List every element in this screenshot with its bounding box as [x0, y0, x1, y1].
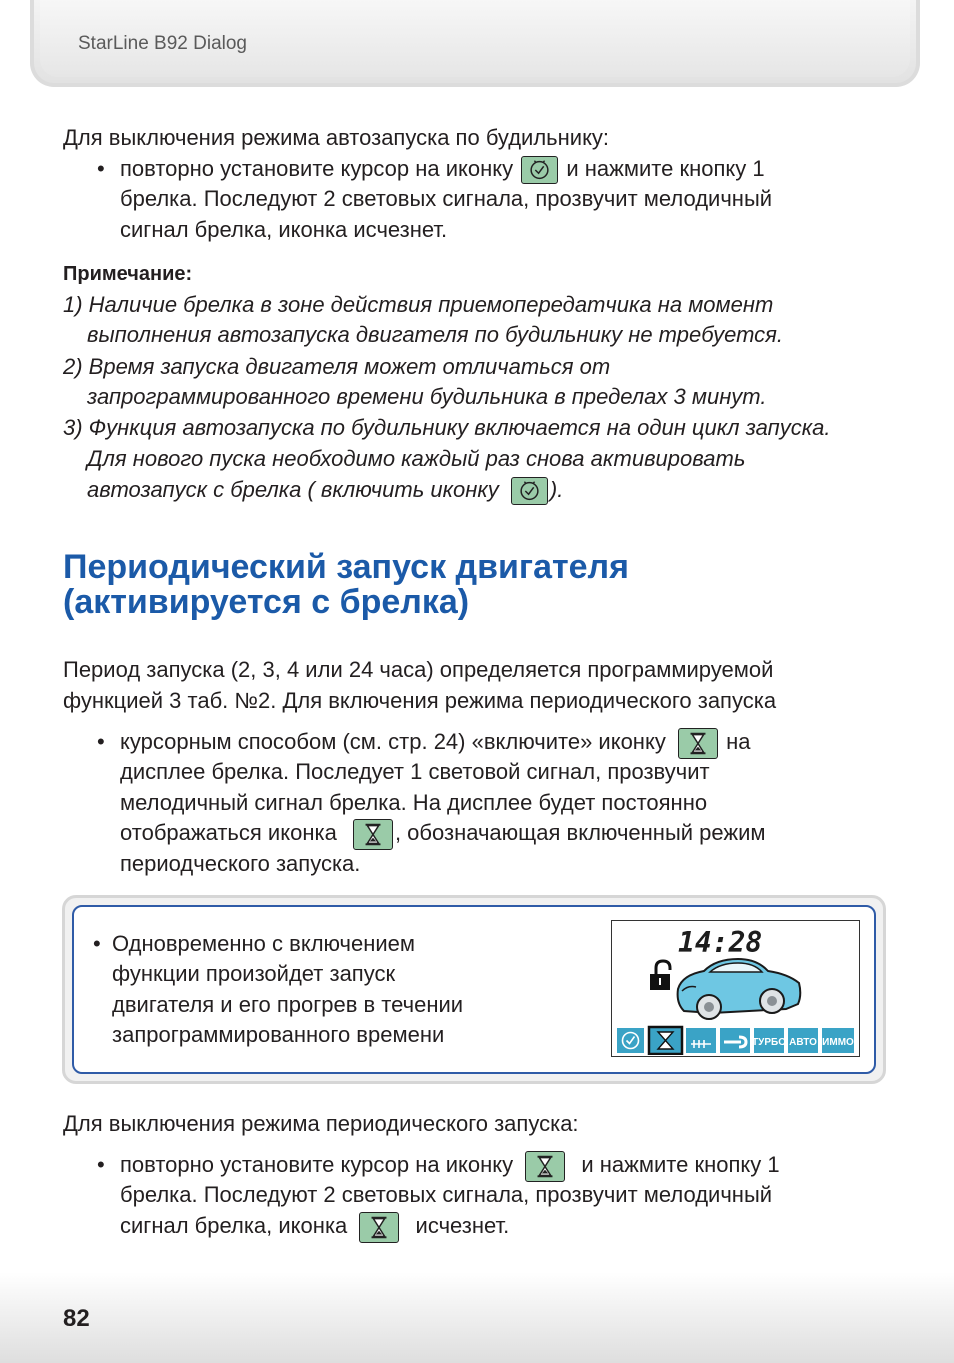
- hourglass-icon: [353, 819, 393, 850]
- note-line: 1) Наличие брелка в зоне действия приемопередатчика на момент: [63, 292, 774, 317]
- bullet-marker: •: [93, 931, 101, 956]
- note-line-with-icon: [87, 475, 563, 506]
- document-title: StarLine B92 Dialog: [78, 33, 247, 54]
- section2-bullet-line4: [120, 818, 766, 850]
- section2-bullet-line3: мелодичный сигнал брелка. На дисплее будет постоянно: [120, 790, 708, 815]
- text-fragment: ).: [549, 477, 564, 502]
- text-fragment: , обозначающая включенный режим: [394, 820, 766, 845]
- section3-intro: Для выключения режима периодического запуска:: [63, 1111, 579, 1136]
- heater-icon: [686, 1028, 716, 1053]
- hourglass-icon: [678, 728, 718, 759]
- section-heading: [63, 550, 629, 620]
- auto-badge-label: АВТО: [789, 1037, 817, 1048]
- section2-bullet-line2: дисплее брелка. Последует 1 световой сигнал, прозвучит: [120, 759, 710, 784]
- text-fragment: и нажмите кнопку 1: [566, 156, 765, 181]
- note-line: выполнения автозапуска двигателя по будильнику не требуется.: [87, 322, 784, 347]
- lcd-screen-drawing: [612, 921, 858, 1055]
- frame-line: Одновременно с включением: [112, 931, 416, 956]
- car-icon: [678, 959, 801, 1019]
- heading-line1: Периодический запуск двигателя: [63, 548, 629, 586]
- bullet-marker: •: [97, 1152, 105, 1177]
- hourglass-icon: [525, 1151, 565, 1182]
- immo-badge-label: ИММО: [822, 1037, 854, 1048]
- text-fragment: курсорным способом (см. стр. 24) «включите» иконку: [120, 729, 666, 754]
- section3-bullet-line2: брелка. Последуют 2 световых сигнала, прозвучит мелодичный: [120, 1182, 773, 1207]
- lcd-time: 14:28: [678, 926, 763, 959]
- note-line: запрограммированного времени будильника в пределах 3 минут.: [87, 384, 767, 409]
- section1-intro: Для выключения режима автозапуска по будильнику:: [63, 125, 610, 150]
- text-fragment: отображаться иконка: [120, 820, 337, 845]
- hourglass-icon: [359, 1212, 399, 1243]
- frame-line: запрограммированного времени: [112, 1022, 445, 1047]
- alarm-clock-icon: [521, 156, 558, 184]
- lcd-icon-row: [617, 1027, 854, 1054]
- section2-bullet-line1: [120, 727, 750, 759]
- bullet-marker: •: [97, 729, 105, 754]
- alarm-clock-icon: [511, 477, 548, 505]
- text-fragment: повторно установите курсор на иконку: [120, 1152, 514, 1177]
- text-fragment: и нажмите кнопку 1: [581, 1152, 780, 1177]
- section2-paragraph-line2: функцией 3 таб. №2. Для включения режима периодического запуска: [63, 688, 777, 713]
- text-fragment: повторно установите курсор на иконку: [120, 156, 514, 181]
- section1-bullet-line3: сигнал брелка, иконка исчезнет.: [120, 217, 448, 242]
- header-inner: [40, 0, 910, 77]
- bullet-marker: •: [97, 156, 105, 181]
- frame-line: двигателя и его прогрев в течении: [112, 992, 464, 1017]
- turbo-badge-label: ТУРБО: [752, 1037, 786, 1048]
- header-bar: [30, 0, 920, 87]
- section2-bullet-line5: периодческого запуска.: [120, 851, 361, 876]
- footer-band: [0, 1272, 954, 1363]
- note-line: Для нового пуска необходимо каждый раз снова активировать: [87, 446, 746, 471]
- section1-bullet-line2: брелка. Последуют 2 световых сигнала, прозвучит мелодичный: [120, 186, 773, 211]
- section1-bullet-line1: [120, 154, 765, 185]
- section3-bullet-line1: [120, 1150, 780, 1182]
- section3-bullet-line3: [120, 1211, 509, 1243]
- frame-line: функции произойдет запуск: [112, 961, 396, 986]
- text-fragment: сигнал брелка, иконка: [120, 1213, 348, 1238]
- note-line: 2) Время запуска двигателя может отличаться от: [63, 354, 611, 379]
- lcd-display: [611, 920, 860, 1057]
- text-fragment: на: [726, 729, 751, 754]
- note-line: 3) Функция автозапуска по будильнику включается на один цикл запуска.: [63, 415, 831, 440]
- text-fragment: исчезнет.: [415, 1213, 510, 1238]
- note-title: Примечание:: [63, 263, 193, 285]
- section2-paragraph-line1: Период запуска (2, 3, 4 или 24 часа) определяется программируемой: [63, 657, 774, 682]
- heading-line2: (активируется с брелка): [63, 583, 470, 621]
- lock-open-icon: [650, 961, 670, 990]
- page-number: 82: [63, 1305, 90, 1332]
- text-fragment: автозапуск с брелка ( включить иконку: [87, 477, 499, 502]
